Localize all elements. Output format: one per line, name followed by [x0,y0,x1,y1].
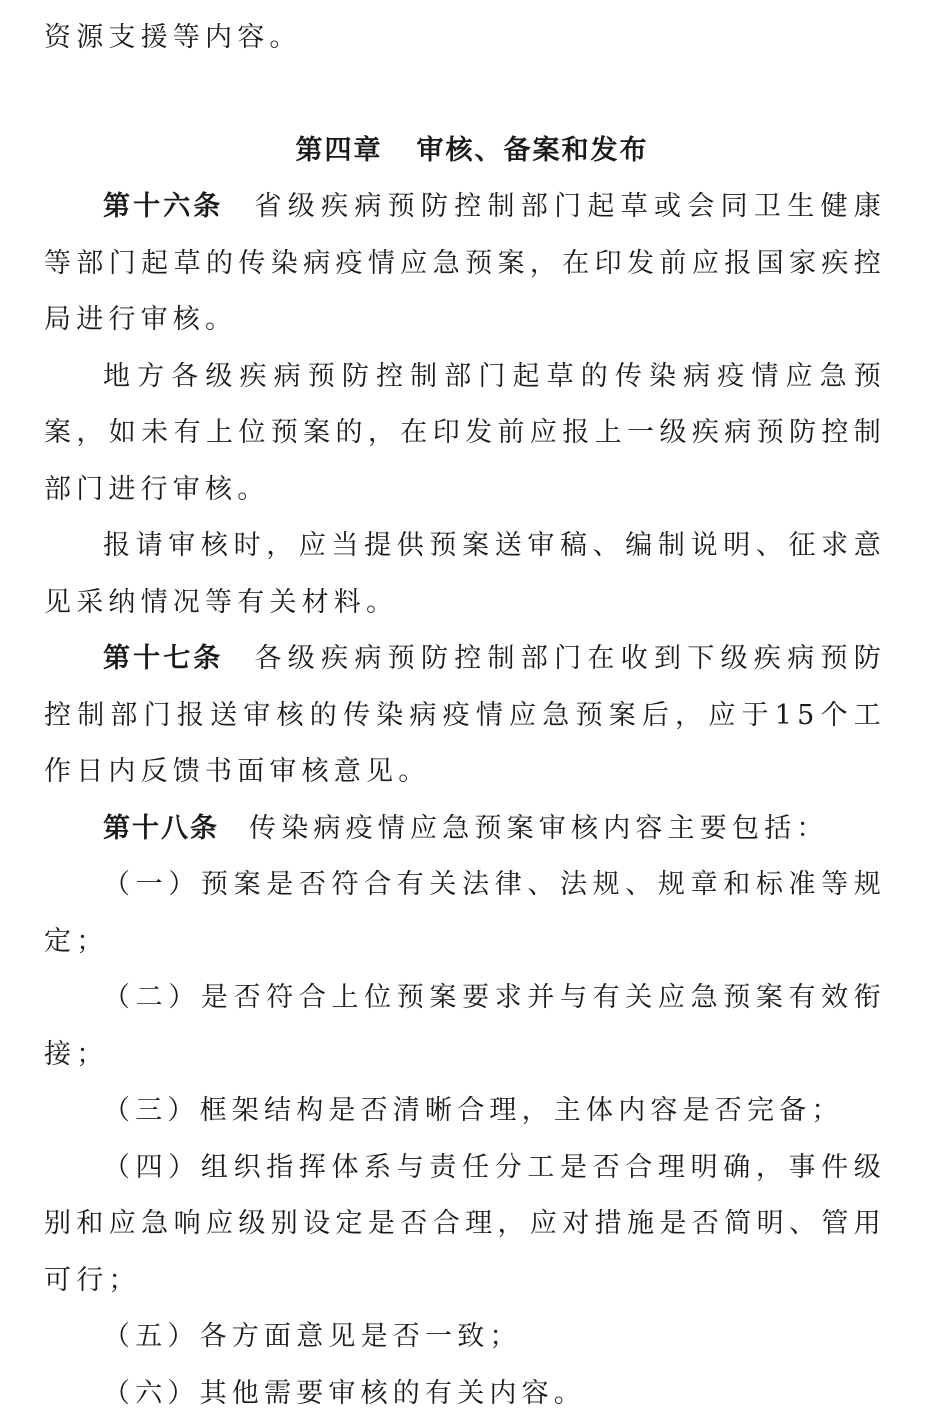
article-18-item-2: （二）是否符合上位预案要求并与有关应急预案有效衔接； [44,970,886,1083]
article-18-item-6: （六）其他需要审核的有关内容。 [44,1366,886,1422]
article-16-paragraph-3: 报请审核时，应当提供预案送审稿、编制说明、征求意见采纳情况等有关材料。 [44,518,886,631]
article-17-label: 第十七条 [103,643,223,674]
section-spacer [44,67,886,123]
article-18-item-4: （四）组织指挥体系与责任分工是否合理明确，事件级别和应急响应级别设定是否合理，应对措施是否简明、管用可行； [44,1140,886,1310]
article-16-label: 第十六条 [103,191,223,222]
continued-paragraph: 资源支援等内容。 [44,10,886,67]
chapter-number: 第四章 [296,135,383,166]
document-page [44,10,886,1422]
article-18-item-3: （三）框架结构是否清晰合理，主体内容是否完备； [44,1083,886,1140]
chapter-heading [44,123,886,180]
article-18-paragraph-1 [44,801,886,858]
article-18-item-5: （五）各方面意见是否一致； [44,1309,886,1366]
article-16-paragraph-1 [44,179,886,349]
article-18-item-1: （一）预案是否符合有关法律、法规、规章和标准等规定； [44,857,886,970]
article-16-text-1: 省级疾病预防控制部门起草或会同卫生健康等部门起草的传染病疫情应急预案，在印发前应报国家疾控局进行审核。 [44,191,886,335]
article-17-text-1: 各级疾病预防控制部门在收到下级疾病预防控制部门报送审核的传染病疫情应急预案后，应于15个工作日内反馈书面审核意见。 [44,643,886,787]
article-17-paragraph-1 [44,631,886,801]
article-16-paragraph-2: 地方各级疾病预防控制部门起草的传染病疫情应急预案，如未有上位预案的，在印发前应报上一级疾病预防控制部门进行审核。 [44,349,886,519]
chapter-title: 审核、备案和发布 [417,135,649,166]
article-18-text-1: 传染病疫情应急预案审核内容主要包括： [249,813,829,844]
article-18-label: 第十八条 [103,813,219,844]
